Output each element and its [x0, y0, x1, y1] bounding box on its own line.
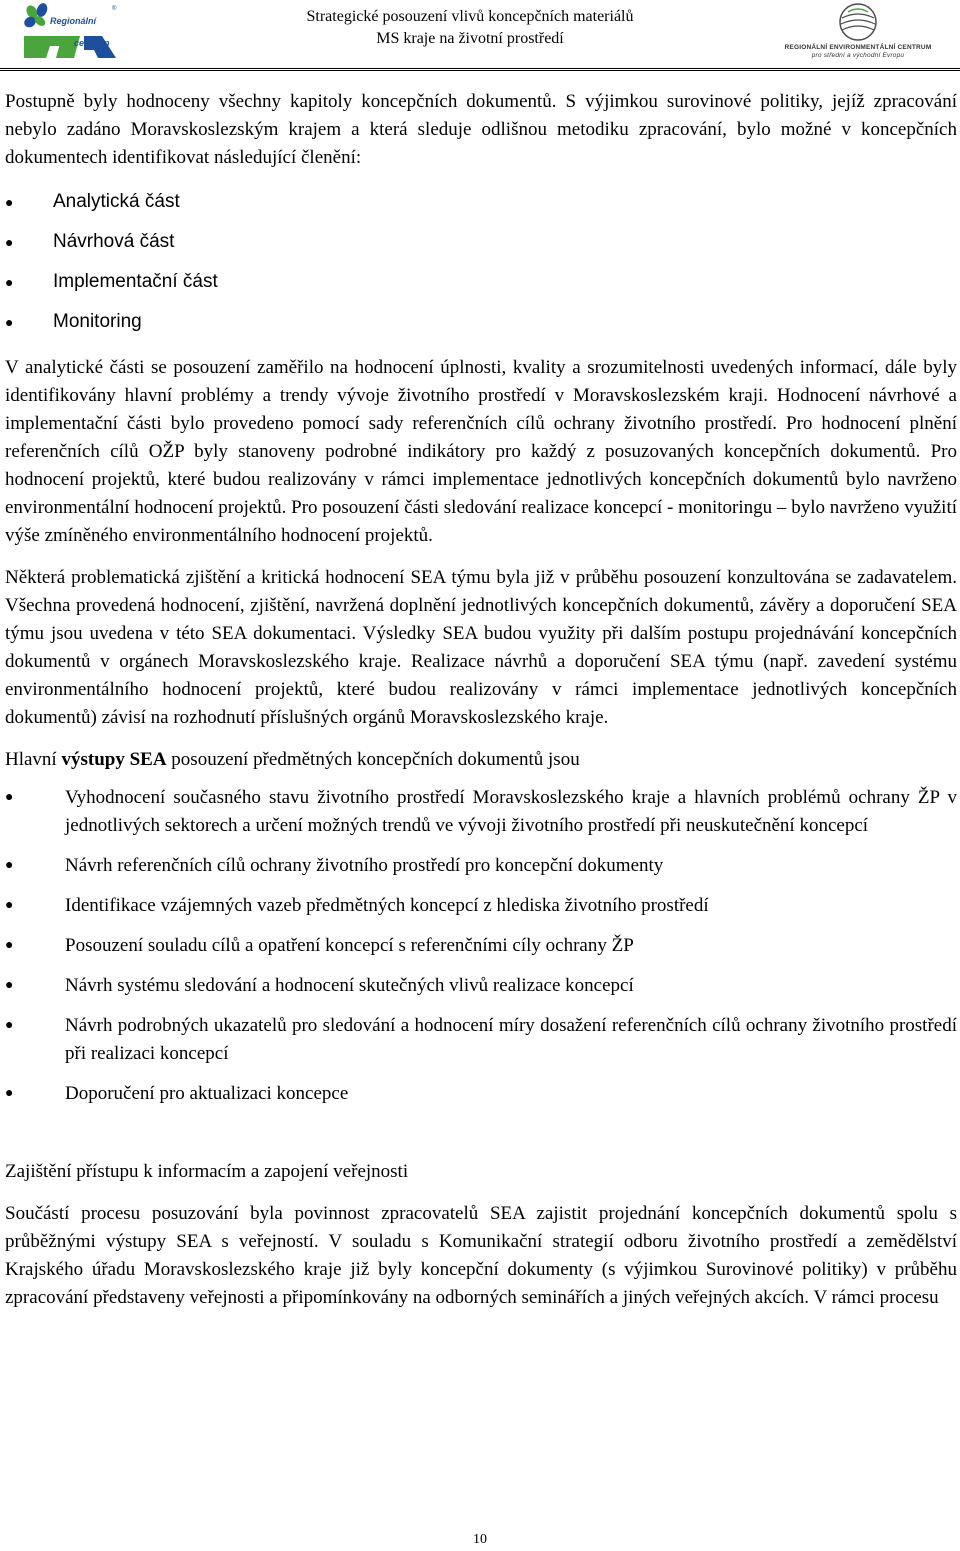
logo-text-regionalni: Regionální: [50, 16, 97, 26]
page-body: [5, 88, 957, 1312]
rec-logo: [778, 2, 938, 66]
bullet-icon: ●: [5, 1018, 14, 1033]
public-access-paragraph: Součástí procesu posuzování byla povinnost zpracovatelů SEA zajistit projednání koncepčních dokumentů spolu s průběžnými výstupy SEA s veřejností. V souladu s Komunikační strategií odboru životního prostředí a zemědělství Krajského úřadu Moravskoslezského kraje již byly koncepční dokumenty (s výjimkou Surovinové politiky) v průběhu zpracování představeny veřejnosti a připomínkovány na odborných seminářích a jiných veřejných akcích. V rámci procesu: [5, 1203, 957, 1308]
title-line-1: Strategické posouzení vlivů koncepčních materiálů: [306, 8, 634, 25]
list-item: ● Návrh podrobných ukazatelů pro sledování a hodnocení míry dosažení referenčních cílů ochrany životního prostředí při realizaci koncepcí: [5, 1012, 957, 1068]
list-item: ● Posouzení souladu cílů a opatření koncepcí s referenčními cíly ochrany ŽP: [5, 932, 957, 960]
list-item: ● Monitoring: [5, 302, 957, 342]
rc-logo-graphic: [22, 2, 120, 64]
bullet-icon: ●: [5, 938, 14, 953]
bullet-icon: ●: [5, 978, 14, 993]
rec-globe-icon: [778, 2, 938, 42]
svg-text:®: ®: [112, 6, 117, 12]
bullet-icon: ●: [5, 194, 14, 210]
bullet-icon: ●: [5, 234, 14, 250]
bullet-icon: ●: [5, 858, 14, 873]
page-number: 10: [473, 1532, 487, 1547]
bullet-icon: ●: [5, 790, 14, 805]
bullet-icon: ●: [5, 314, 14, 330]
list-item: ● Analytická část: [5, 182, 957, 222]
list-item: ● Návrh systému sledování a hodnocení skutečných vlivů realizace koncepcí: [5, 972, 957, 1000]
bullet-icon: ●: [5, 898, 14, 913]
outputs-bold: výstupy SEA: [61, 749, 167, 770]
title-line-2: MS kraje na životní prostředí: [376, 30, 564, 47]
parts-list: [5, 182, 957, 342]
document-title: [240, 6, 700, 50]
bullet-icon: ●: [5, 274, 14, 290]
analysis-paragraph: V analytické části se posouzení zaměřilo na hodnocení úplnosti, kvality a srozumitelnosti uvedených informací, dále byly identifikovány hlavní problémy a trendy vývoje životního prostředí v Moravskoslezském kraji. Hodnocení návrhové a implementační části bylo provedeno pomocí sady referenčních cílů ochrany životního prostředí. Pro hodnocení plnění referenčních cílů OŽP byly stanoveny podrobné indikátory pro každý z posuzovaných koncepčních dokumentů. Pro hodnocení projektů, které budou realizovány v rámci implementace jednotlivých koncepčních dokumentů bylo navrženo environmentální hodnocení projektů. Pro posouzení části sledování realizace koncepcí - monitoringu – bylo navrženo využití výše zmíněného environmentálního hodnocení projektů.: [5, 357, 957, 546]
bullet-icon: ●: [5, 1086, 14, 1101]
logo-text-centrum: centrum: [74, 38, 110, 48]
list-item: ● Návrhová část: [5, 222, 957, 262]
consultation-paragraph: Některá problematická zjištění a kritická hodnocení SEA týmu byla již v průběhu posouzení konzultována se zadavatelem. Všechna provedená hodnocení, zjištění, navržená doplnění jednotlivých koncepčních dokumentů, závěry a doporučení SEA týmu jsou uvedena v této SEA dokumentaci. Výsledky SEA budou využity při dalším postupu projednávání koncepčních dokumentů v orgánech Moravskoslezského kraje. Realizace návrhů a doporučení SEA týmu (např. zavedení systému environmentálního hodnocení projektů, které budou realizovány v rámci implementace jednotlivých koncepčních dokumentů) závisí na rozhodnutí příslušných orgánů Moravskoslezského kraje.: [5, 567, 957, 728]
list-item: ● Identifikace vzájemných vazeb předmětných koncepcí z hlediska životního prostředí: [5, 892, 957, 920]
header-divider: [0, 68, 960, 71]
list-item: ● Implementační část: [5, 262, 957, 302]
regional-centre-logo: [22, 2, 120, 64]
intro-paragraph: Postupně byly hodnoceny všechny kapitoly koncepčních dokumentů. S výjimkou surovinové politiky, jejíž zpracování nebylo zadáno Moravskoslezským krajem a která sleduje odlišnou metodiku zpracování, bylo možné v koncepčních dokumentech identifikovat následující členění:: [5, 91, 957, 168]
rec-caption: [778, 44, 938, 60]
page-header: [0, 0, 960, 76]
rec-caption-line2: pro střední a východní Evropu: [811, 52, 905, 59]
section-heading: Zajištění přístupu k informacím a zapojení veřejnosti: [5, 1161, 409, 1182]
list-item: ● Doporučení pro aktualizaci koncepce: [5, 1080, 957, 1108]
list-item: ● Návrh referenčních cílů ochrany životního prostředí pro koncepční dokumenty: [5, 852, 957, 880]
outputs-intro: Hlavní výstupy SEA posouzení předmětných koncepčních dokumentů jsou: [5, 749, 580, 770]
rec-caption-line1: REGIONÁLNÍ ENVIRONMENTÁLNÍ CENTRUM: [784, 44, 932, 51]
outputs-list: [5, 784, 957, 1108]
list-item: ● Vyhodnocení současného stavu životního prostředí Moravskoslezského kraje a hlavních problémů ochrany ŽP v jednotlivých sektorech a určení možných trendů ve vývoji životního prostředí při neuskutečnění koncepcí: [5, 784, 957, 840]
